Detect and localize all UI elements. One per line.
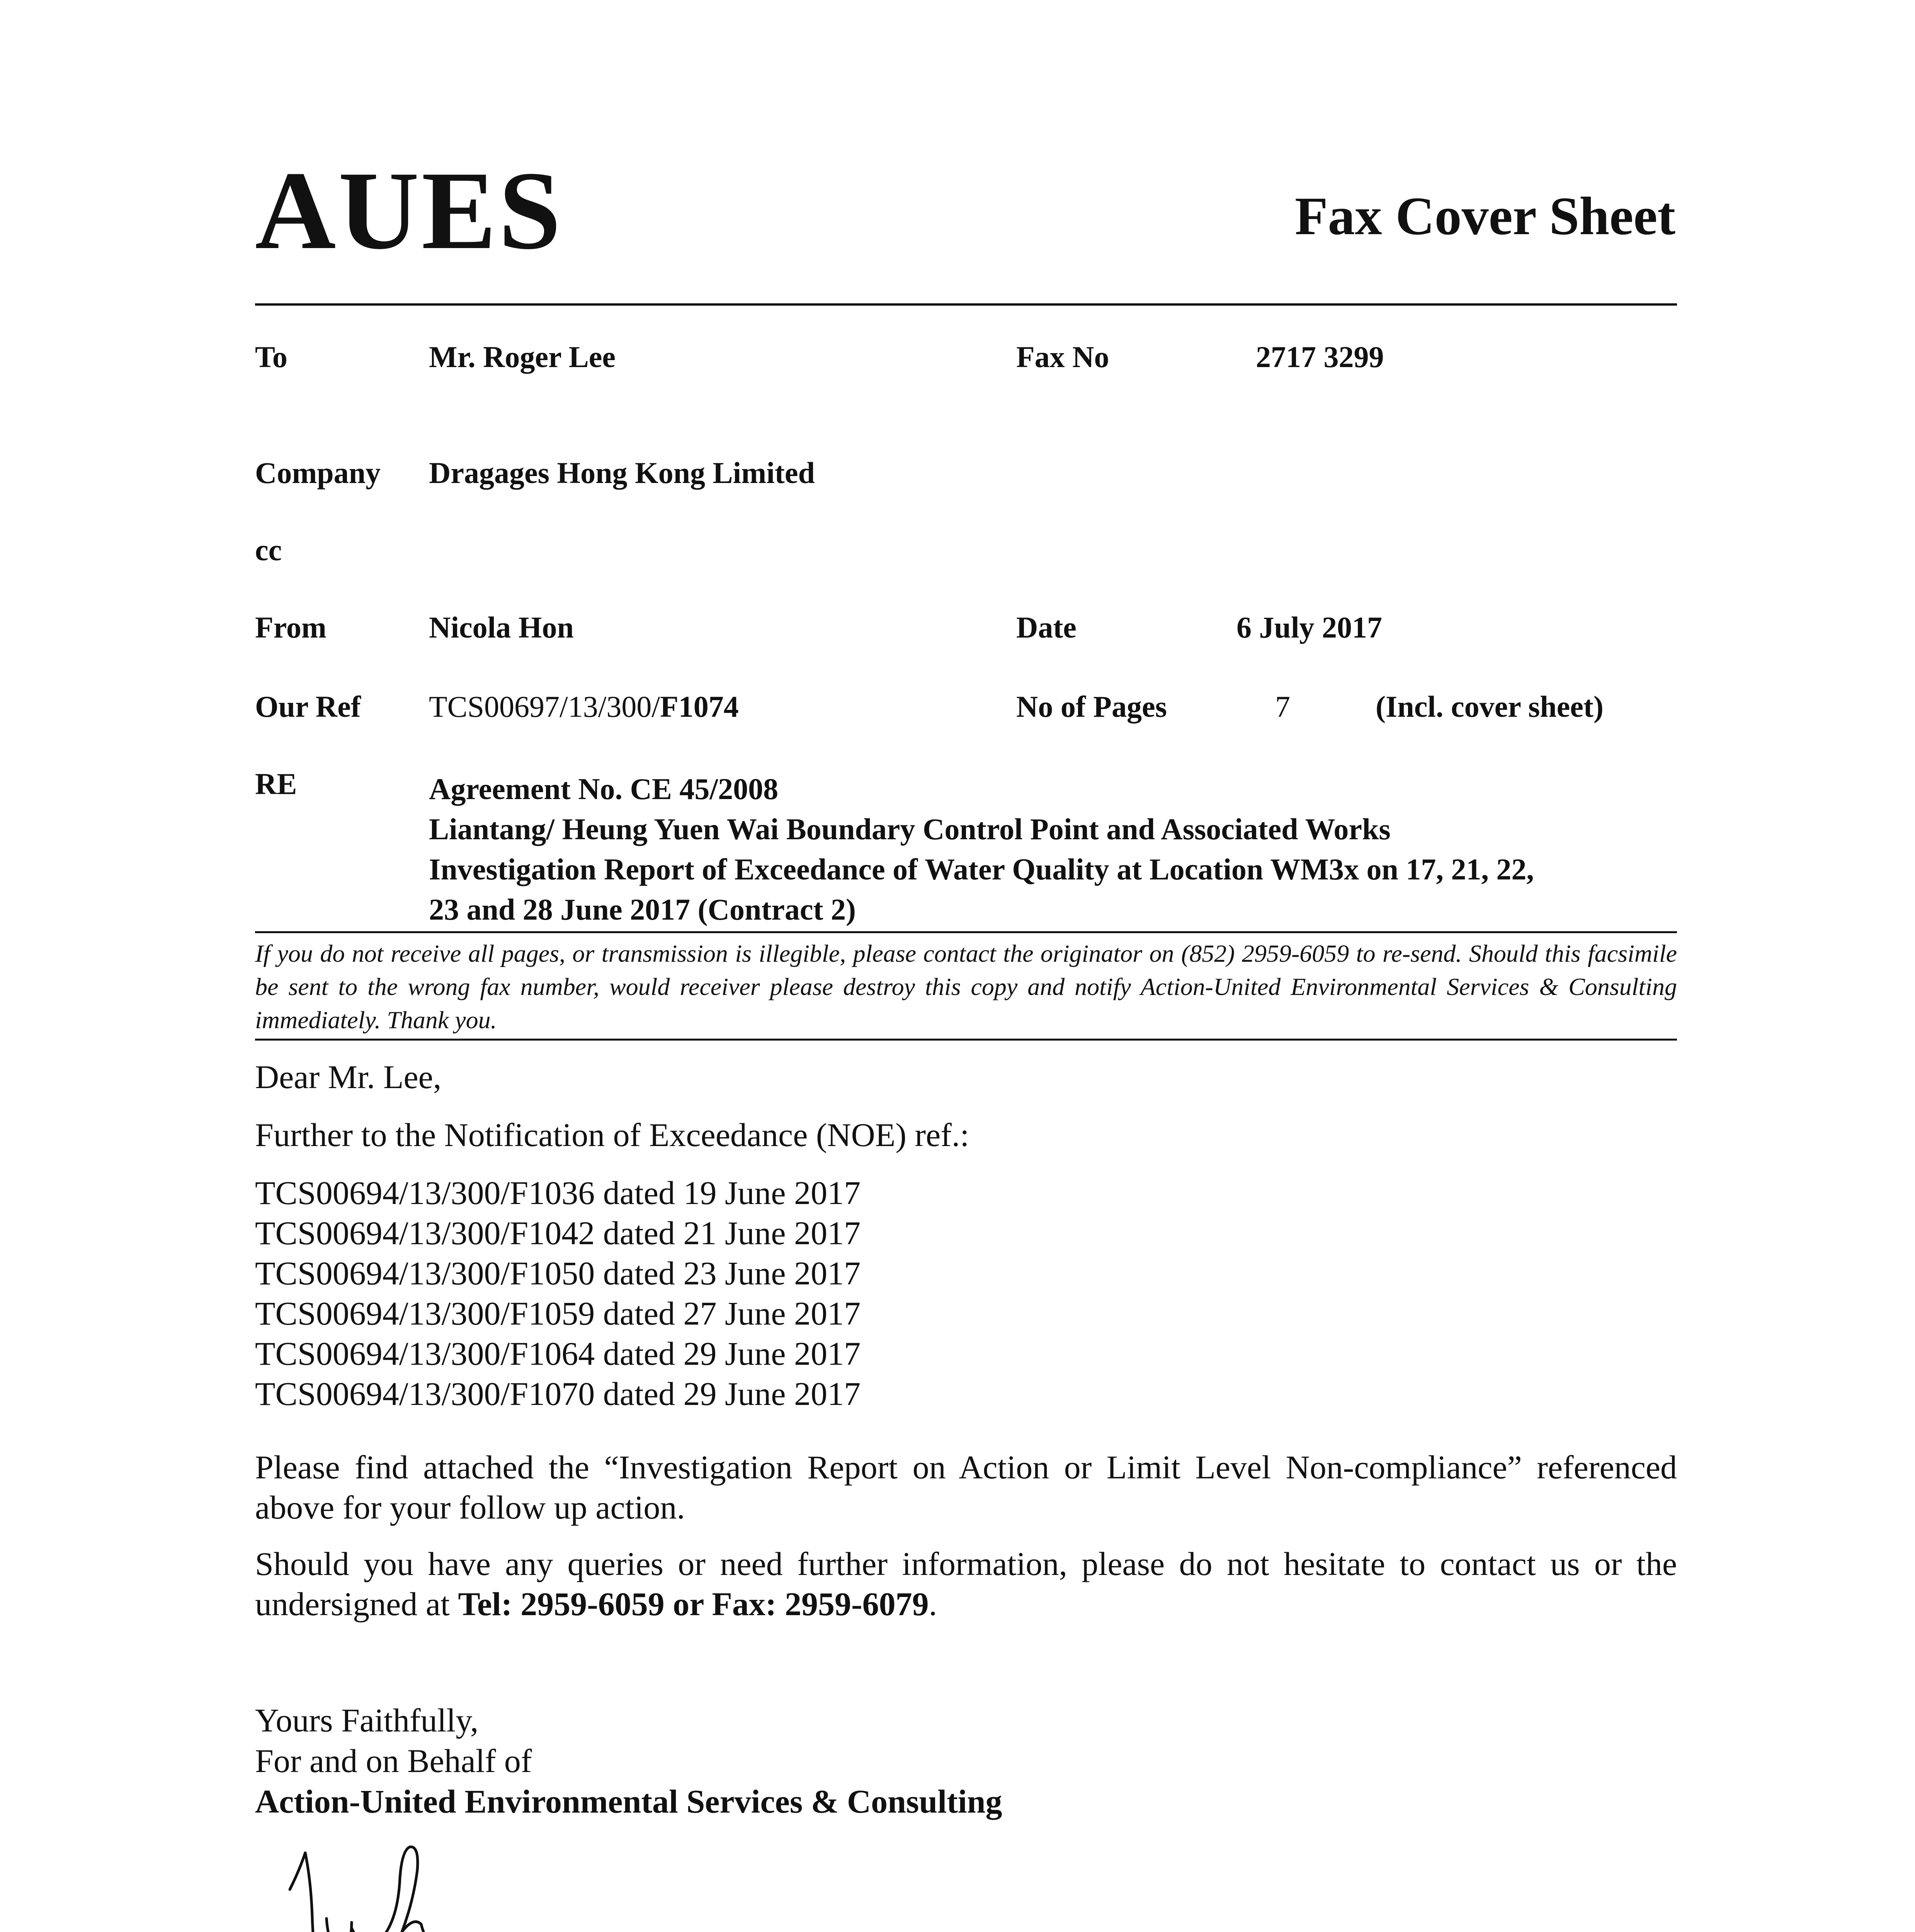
our-ref-suffix: F1074 <box>660 690 739 723</box>
transmission-notice: If you do not receive all pages, or transmission is illegible, please contact the originator on (852) 2959-6059 to re-send. Should this facsimile be sent to the wrong fax number, would receiver please destroy this copy and notify Action-United Environmental Services & Consulting immediately. Thank you. <box>255 940 1677 1034</box>
noe-reference-list <box>255 1173 861 1414</box>
salutation: Dear Mr. Lee, <box>255 1058 442 1095</box>
our-ref-prefix: TCS00697/13/300/ <box>429 690 660 723</box>
pages-value: 7 <box>1275 690 1290 723</box>
fax-no-label: Fax No <box>1016 340 1109 374</box>
company-label: Company <box>255 456 381 490</box>
date-value: 6 July 2017 <box>1236 611 1383 644</box>
our-ref-value <box>429 692 739 722</box>
re-line: Investigation Report of Exceedance of Water Quality at Location WM3x on 17, 21, 22, <box>429 852 1534 886</box>
cc-label: cc <box>255 533 282 567</box>
contact-numbers: Tel: 2959-6059 or Fax: 2959-6079 <box>458 1585 929 1622</box>
pages-note: (Incl. cover sheet) <box>1376 690 1604 723</box>
reference-item: TCS00694/13/300/F1064 dated 29 June 2017 <box>255 1335 861 1372</box>
re-line: 23 and 28 June 2017 (Contract 2) <box>429 893 856 926</box>
behalf-line: For and on Behalf of <box>255 1742 532 1779</box>
notice-top-divider <box>255 931 1677 933</box>
intro-text: Further to the Notification of Exceedance (NOE) ref.: <box>255 1116 969 1153</box>
to-label: To <box>255 340 287 374</box>
header-divider <box>255 303 1677 306</box>
reference-item: TCS00694/13/300/F1042 dated 21 June 2017 <box>255 1214 861 1252</box>
reference-item: TCS00694/13/300/F1050 dated 23 June 2017 <box>255 1255 861 1292</box>
closing-company: Action-United Environmental Services & Consulting <box>255 1783 1002 1820</box>
closing-line: Yours Faithfully, <box>255 1702 479 1739</box>
re-line: Liantang/ Heung Yuen Wai Boundary Control Point and Associated Works <box>429 812 1391 846</box>
fax-no-value: 2717 3299 <box>1256 340 1384 374</box>
company-logo: AUES <box>255 148 563 272</box>
attachment-paragraph: Please find attached the “Investigation Report on Action or Limit Level Non-compliance” referenced above for your follow up action. <box>255 1449 1677 1526</box>
our-ref-label: Our Ref <box>255 690 361 723</box>
notice-bottom-divider <box>255 1039 1677 1041</box>
from-value: Nicola Hon <box>429 611 574 644</box>
document-title: Fax Cover Sheet <box>1295 186 1675 246</box>
date-label: Date <box>1016 611 1077 644</box>
reference-item: TCS00694/13/300/F1036 dated 19 June 2017 <box>255 1174 861 1211</box>
to-value: Mr. Roger Lee <box>429 340 616 374</box>
company-value: Dragages Hong Kong Limited <box>429 456 815 490</box>
re-label: RE <box>255 767 297 801</box>
re-subject <box>429 769 1685 930</box>
from-label: From <box>255 611 327 644</box>
contact-text: Should you have any queries or need further information, please do not hesitate to contact us or the undersigned at <box>255 1545 1677 1622</box>
reference-item: TCS00694/13/300/F1059 dated 27 June 2017 <box>255 1295 861 1332</box>
re-line: Agreement No. CE 45/2008 <box>429 772 779 806</box>
handwritten-signature <box>247 1824 526 1932</box>
contact-text-end: . <box>929 1585 937 1622</box>
pages-label: No of Pages <box>1016 690 1167 723</box>
reference-item: TCS00694/13/300/F1070 dated 29 June 2017 <box>255 1375 861 1412</box>
contact-paragraph <box>255 1544 1677 1624</box>
